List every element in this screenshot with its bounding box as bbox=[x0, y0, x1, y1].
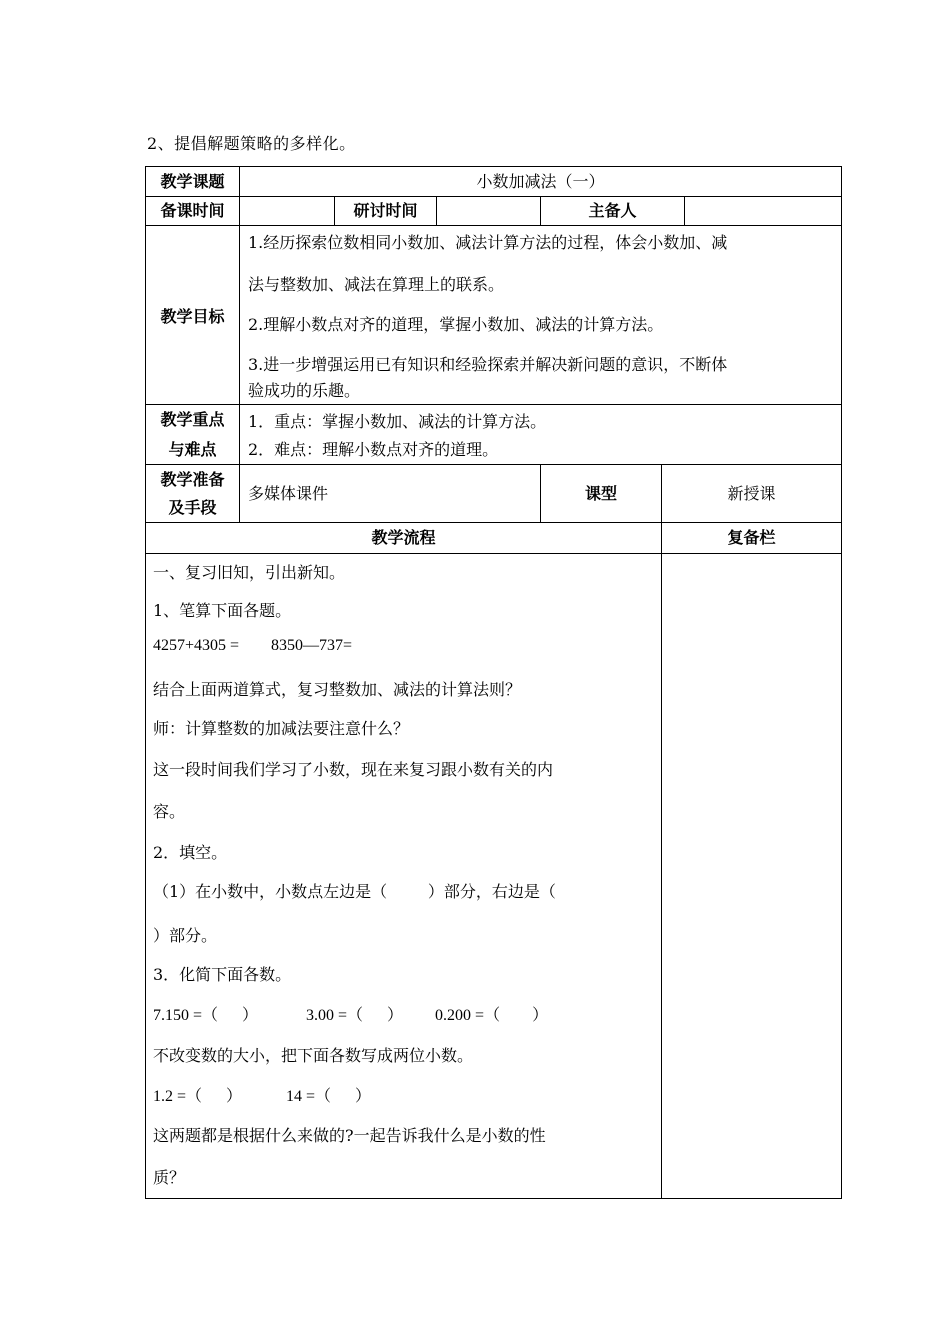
lesson-type-label: 课型 bbox=[584, 484, 617, 503]
goal-item: 2.理解小数点对齐的道理，掌握小数加、减法的计算方法。 bbox=[248, 315, 664, 334]
flow-line: 不改变数的大小，把下面各数写成两位小数。 bbox=[153, 1046, 474, 1065]
flow-line: 师：计算整数的加减法要注意什么？ bbox=[153, 719, 410, 738]
flow-line: 4257+4305 = 8350—737= bbox=[153, 637, 353, 654]
flow-line: 一、复习旧知，引出新知。 bbox=[153, 563, 346, 582]
goal-item: 法与整数加、减法在算理上的联系。 bbox=[248, 275, 505, 294]
lesson-type-value: 新授课 bbox=[727, 484, 776, 503]
topic-value: 小数加减法（一） bbox=[476, 172, 605, 191]
review-header: 复备栏 bbox=[727, 528, 776, 547]
preparation-label-line1: 教学准备 bbox=[160, 470, 225, 489]
flow-line: 1.2 =（ ） 14 =（ ） bbox=[153, 1088, 372, 1105]
key-points-label-line2: 与难点 bbox=[168, 440, 217, 459]
intro-line: 2、提倡解题策略的多样化。 bbox=[147, 134, 356, 153]
lead-label: 主备人 bbox=[588, 201, 637, 220]
flow-line: 1、笔算下面各题。 bbox=[153, 601, 292, 620]
flow-line: 质？ bbox=[153, 1168, 186, 1187]
goals-label: 教学目标 bbox=[160, 307, 225, 326]
flow-line: 2．填空。 bbox=[153, 843, 228, 862]
flow-line: 3．化简下面各数。 bbox=[153, 965, 292, 984]
flow-line: ）部分。 bbox=[153, 926, 218, 945]
goal-item: 3.进一步增强运用已有知识和经验探索并解决新问题的意识，不断体 bbox=[248, 355, 728, 374]
key-point-item: 2．难点：理解小数点对齐的道理。 bbox=[248, 440, 499, 459]
key-point-item: 1．重点：掌握小数加、减法的计算方法。 bbox=[248, 412, 547, 431]
preparation-value: 多媒体课件 bbox=[248, 484, 329, 503]
flow-line: 这一段时间我们学习了小数，现在来复习跟小数有关的内 bbox=[153, 760, 554, 779]
key-points-label-line1: 教学重点 bbox=[160, 410, 225, 429]
goal-item: 验成功的乐趣。 bbox=[248, 381, 361, 400]
flow-line: 容。 bbox=[153, 802, 186, 821]
flow-line: 这两题都是根据什么来做的?一起告诉我什么是小数的性 bbox=[153, 1126, 546, 1145]
prep-time-label: 备课时间 bbox=[160, 201, 225, 220]
flow-header: 教学流程 bbox=[371, 528, 436, 547]
flow-line: （1）在小数中，小数点左边是（ ）部分，右边是（ bbox=[153, 882, 556, 901]
preparation-label-line2: 及手段 bbox=[168, 498, 217, 517]
topic-label: 教学课题 bbox=[160, 172, 225, 191]
flow-line: 结合上面两道算式，复习整数加、减法的计算法则？ bbox=[153, 680, 522, 699]
discuss-time-label: 研讨时间 bbox=[353, 201, 418, 220]
goal-item: 1.经历探索位数相同小数加、减法计算方法的过程，体会小数加、减 bbox=[248, 233, 728, 252]
flow-line: 7.150 =（ ） 3.00 =（ ） 0.200 =（ ） bbox=[153, 1007, 549, 1024]
